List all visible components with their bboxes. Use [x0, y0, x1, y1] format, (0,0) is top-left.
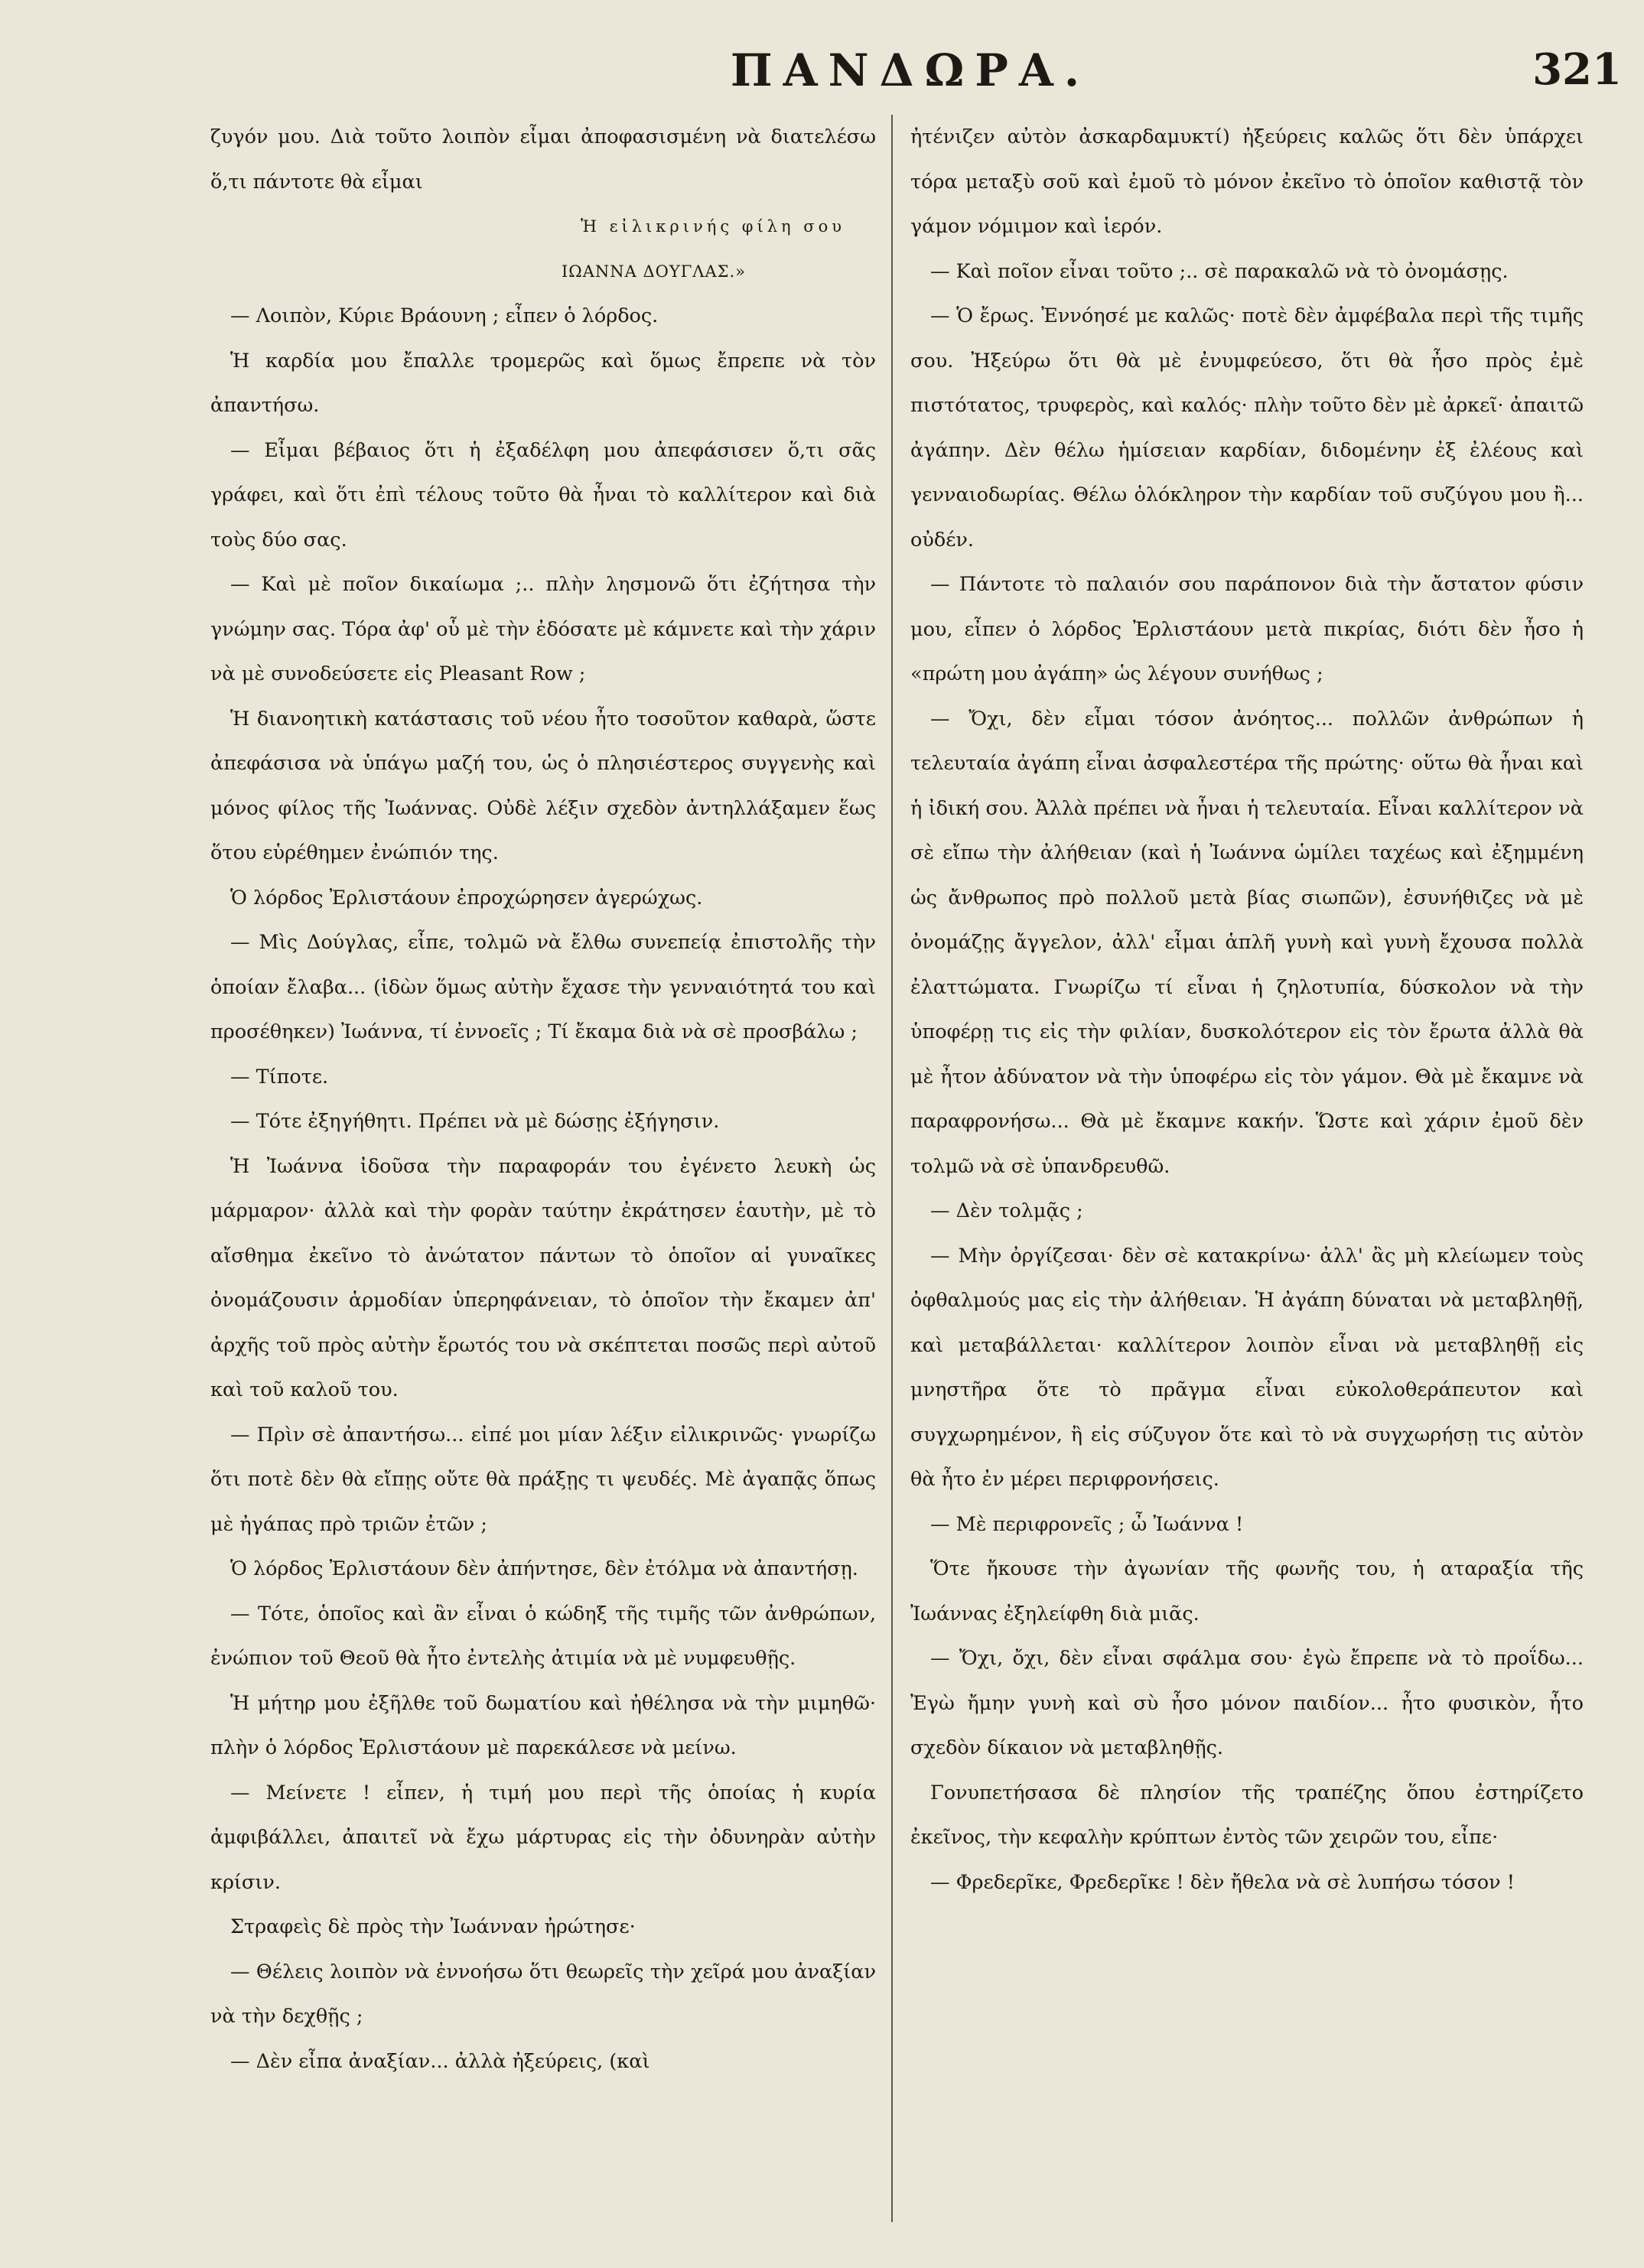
running-title: ΠΑΝΔΩΡΑ. — [730, 44, 1091, 96]
paragraph: — Μὲ περιφρονεῖς ; ὦ Ἰωάννα ! — [930, 1512, 1244, 1536]
paragraph: — Μὶς Δούγλας, εἶπε, τολμῶ νὰ ἔλθω συνεπείᾳ ἐπιστολῆς τὴν ὁποίαν ἔλαβα... (ἰδὼν ὅμως αὐτὴν ἔχασε τὴν γενναιότητά του καὶ προσέθηκεν) Ἰωάννα, τί ἐννοεῖς ; Τί ἔκαμα διὰ νὰ σὲ προσβάλω ; — [210, 931, 876, 1043]
paragraph: — Ὄχι, ὄχι, δὲν εἶναι σφάλμα σου· ἐγὼ ἔπρεπε νὰ τὸ προΐδω... Ἐγὼ ἤμην γυνὴ καὶ σὺ ἦσο μόνον παιδίον... ἦτο φυσικὸν, ἦτο σχεδὸν δίκαιον νὰ μεταβληθῇς. — [910, 1647, 1584, 1759]
paragraph: — Δὲν εἶπα ἀναξίαν... ἀλλὰ ἠξεύρεις, (καὶ — [230, 2049, 650, 2073]
signature-closing: Ἡ εἰλικρινής φίλη σου — [581, 217, 845, 236]
paragraph: — Λοιπὸν, Κύριε Βράουνη ; εἶπεν ὁ λόρδος. — [230, 304, 659, 327]
paragraph: — Τότε, ὁποῖος καὶ ἂν εἶναι ὁ κώδηξ τῆς τιμῆς τῶν ἀνθρώπων, ἐνώπιον τοῦ Θεοῦ θὰ ἦτο ἐντελὴς ἀτιμία νὰ μὲ νυμφευθῇς. — [210, 1602, 876, 1670]
page-header — [199, 31, 1622, 115]
signature-name: ΙΩΑΝΝΑ ΔΟΥΓΛΑΣ.» — [562, 262, 746, 281]
paragraph: — Μείνετε ! εἶπεν, ἡ τιμή μου περὶ τῆς ὁποίας ἡ κυρία ἀμφιβάλλει, ἀπαιτεῖ νὰ ἔχω μάρτυρας εἰς τὴν ὀδυνηρὰν αὐτὴν κρίσιν. — [210, 1781, 876, 1894]
paragraph: — Πάντοτε τὸ παλαιόν σου παράπονον διὰ τὴν ἄστατον φύσιν μου, εἶπεν ὁ λόρδος Ἐρλιστάουν μετὰ πικρίας, διότι δὲν ἦσο ἡ «πρώτη μου ἀγάπη» ὡς λέγουν συνήθως ; — [910, 573, 1584, 685]
left-column — [210, 115, 876, 2214]
paragraph: — Πρὶν σὲ ἀπαντήσω... εἰπέ μοι μίαν λέξιν εἰλικρινῶς· γνωρίζω ὅτι ποτὲ δὲν θὰ εἴπῃς οὔτε θὰ πράξῃς τι ψευδές. Μὲ ἀγαπᾷς ὅπως μὲ ἠγάπας πρὸ τριῶν ἐτῶν ; — [210, 1423, 876, 1536]
paragraph: — Τίποτε. — [230, 1065, 329, 1088]
paragraph: Ὁ λόρδος Ἐρλιστάουν δὲν ἀπήντησε, δὲν ἐτόλμα νὰ ἀπαντήσῃ. — [230, 1557, 858, 1580]
paragraph: ζυγόν μου. Διὰ τοῦτο λοιπὸν εἶμαι ἀποφασισμένη νὰ διατελέσω ὅ,τι πάντοτε θὰ εἶμαι — [210, 125, 876, 194]
column-divider — [891, 115, 893, 2222]
paragraph: — Ὁ ἔρως. Ἐννόησέ με καλῶς· ποτὲ δὲν ἀμφέβαλα περὶ τῆς τιμῆς σου. Ἠξεύρω ὅτι θὰ μὲ ἐνυμφεύεσο, ὅτι θὰ ἦσο πρὸς ἐμὲ πιστότατος, τρυφερὸς, καὶ καλός· πλὴν τοῦτο δὲν μὲ ἀρκεῖ· ἀπαιτῶ ἀγάπην. Δὲν θέλω ἡμίσειαν καρδίαν, διδομένην ἐξ ἐλέους καὶ γενναιοδωρίας. Θέλω ὁλόκληρον τὴν καρδίαν τοῦ συζύγου μου ἢ... οὐδέν. — [910, 304, 1584, 552]
paragraph: — Ὄχι, δὲν εἶμαι τόσον ἀνόητος... πολλῶν ἀνθρώπων ἡ τελευταία ἀγάπη εἶναι ἀσφαλεστέρα τῆς πρώτης· οὕτω θὰ ἦναι καὶ ἡ ἰδική σου. Ἀλλὰ πρέπει νὰ ἦναι ἡ τελευταία. Εἶναι καλλίτερον νὰ σὲ εἴπω τὴν ἀλήθειαν (καὶ ἡ Ἰωάννα ὡμίλει ταχέως καὶ ἐξημμένη ὡς ἄνθρωπος πρὸ πολλοῦ μετὰ βίας σιωπῶν), ἐσυνήθιζες νὰ μὲ ὀνομάζῃς ἄγγελον, ἀλλ' εἶμαι ἁπλῆ γυνὴ καὶ γυνὴ ἔχουσα πολλὰ ἐλαττώματα. Γνωρίζω τί εἶναι ἡ ζηλοτυπία, δύσκολον νὰ τὴν ὑποφέρῃ τις εἰς τὴν φιλίαν, δυσκολότερον εἰς τὸν ἔρωτα ἀλλὰ θὰ μὲ ἦτον ἀδύνατον νὰ τὴν ὑποφέρω εἰς τὸν γάμον. Θὰ μὲ ἔκαμνε νὰ παραφρονήσω... Θὰ μὲ ἔκαμνε κακήν. Ὥστε καὶ χάριν ἐμοῦ δὲν τολμῶ νὰ σὲ ὑπανδρευθῶ. — [910, 707, 1584, 1178]
paragraph: — Καὶ ποῖον εἶναι τοῦτο ;.. σὲ παρακαλῶ νὰ τὸ ὀνομάσῃς. — [930, 259, 1509, 283]
paragraph: ἠτένιζεν αὐτὸν ἀσκαρδαμυκτί) ἠξεύρεις καλῶς ὅτι δὲν ὑπάρχει τόρα μεταξὺ σοῦ καὶ ἐμοῦ τὸ μόνον ἐκεῖνο τὸ ὁποῖον καθιστᾷ τὸν γάμον νόμιμον καὶ ἱερόν. — [910, 125, 1584, 238]
paragraph: Ἡ Ἰωάννα ἰδοῦσα τὴν παραφοράν του ἐγένετο λευκὴ ὡς μάρμαρον· ἀλλὰ καὶ τὴν φορὰν ταύτην ἐκράτησεν ἑαυτὴν, μὲ τὸ αἴσθημα ἐκεῖνο τὸ ἀνώτατον πάντων τὸ ὁποῖον αἱ γυναῖκες ὀνομάζουσιν ἁρμοδίαν ὑπερηφάνειαν, τὸ ὁποῖον τὴν ἔκαμεν ἀπ' ἀρχῆς τοῦ πρὸς αὐτὴν ἔρωτός του νὰ σκέπτεται ποσῶς περὶ αὐτοῦ καὶ τοῦ καλοῦ του. — [210, 1154, 876, 1401]
paragraph: Στραφεὶς δὲ πρὸς τὴν Ἰωάνναν ἠρώτησε· — [230, 1915, 636, 1938]
paragraph: Ἡ μήτηρ μου ἐξῆλθε τοῦ δωματίου καὶ ἠθέλησα νὰ τὴν μιμηθῶ· πλὴν ὁ λόρδος Ἐρλιστάουν μὲ παρεκάλεσε νὰ μείνω. — [210, 1691, 876, 1759]
paragraph: Ἡ διανοητικὴ κατάστασις τοῦ νέου ἦτο τοσοῦτον καθαρὰ, ὥστε ἀπεφάσισα νὰ ὑπάγω μαζή του, ὡς ὁ πλησιέστερος συγγενὴς καὶ μόνος φίλος τῆς Ἰωάννας. Οὐδὲ λέξιν σχεδὸν ἀντηλλάξαμεν ἕως ὅτου εὑρέθημεν ἐνώπιόν της. — [210, 707, 876, 864]
paragraph: — Φρεδερῖκε, Φρεδερῖκε ! δὲν ἤθελα νὰ σὲ λυπήσω τόσον ! — [930, 1870, 1515, 1894]
paragraph: Ὁ λόρδος Ἐρλιστάουν ἐπροχώρησεν ἀγερώχως. — [230, 886, 703, 909]
page-number: 321 — [1532, 44, 1622, 95]
paragraph: — Θέλεις λοιπὸν νὰ ἐννοήσω ὅτι θεωρεῖς τὴν χεῖρά μου ἀναξίαν νὰ τὴν δεχθῇς ; — [210, 1960, 876, 2028]
paragraph: — Δὲν τολμᾷς ; — [930, 1199, 1083, 1222]
paragraph: — Τότε ἐξηγήθητι. Πρέπει νὰ μὲ δώσῃς ἐξήγησιν. — [230, 1110, 720, 1133]
paragraph: Ὅτε ἤκουσε τὴν ἀγωνίαν τῆς φωνῆς του, ἡ αταραξία τῆς Ἰωάννας ἐξηλείφθη διὰ μιᾶς. — [910, 1557, 1584, 1625]
paragraph: — Καὶ μὲ ποῖον δικαίωμα ;.. πλὴν λησμονῶ ὅτι ἐζήτησα τὴν γνώμην σας. Τόρα ἀφ' οὗ μὲ τὴν ἐδόσατε μὲ κάμνετε καὶ τὴν χάριν νὰ μὲ συνοδεύσετε εἰς Pleasant Row ; — [210, 573, 876, 685]
right-column — [910, 115, 1584, 2214]
paragraph: — Μὴν ὀργίζεσαι· δὲν σὲ κατακρίνω· ἀλλ' ἂς μὴ κλείωμεν τοὺς ὀφθαλμούς μας εἰς τὴν ἀλήθειαν. Ἡ ἀγάπη δύναται νὰ μεταβληθῇ, καὶ μεταβάλλεται· καλλίτερον λοιπὸν εἶναι νὰ μεταβληθῇ εἰς μνηστῆρα ὅτε τὸ πρᾶγμα εἶναι εὐκολοθεράπευτον καὶ συγχωρημένον, ἢ εἰς σύζυγον ὅτε καὶ τὸ νὰ συγχωρήσῃ τις αὐτὸν θὰ ἦτο ἐν μέρει περιφρονήσεις. — [910, 1244, 1584, 1491]
paragraph: Γονυπετήσασα δὲ πλησίον τῆς τραπέζης ὅπου ἐστηρίζετο ἐκεῖνος, τὴν κεφαλὴν κρύπτων ἐντὸς τῶν χειρῶν του, εἶπε· — [910, 1781, 1584, 1849]
paragraph: — Εἶμαι βέβαιος ὅτι ἡ ἐξαδέλφη μου ἀπεφάσισεν ὅ,τι σᾶς γράφει, καὶ ὅτι ἐπὶ τέλους τοῦτο θὰ ἦναι τὸ καλλίτερον καὶ διὰ τοὺς δύο σας. — [210, 438, 876, 552]
paragraph: Ἡ καρδία μου ἔπαλλε τρομερῶς καὶ ὅμως ἔπρεπε νὰ τὸν ἀπαντήσω. — [210, 349, 876, 417]
